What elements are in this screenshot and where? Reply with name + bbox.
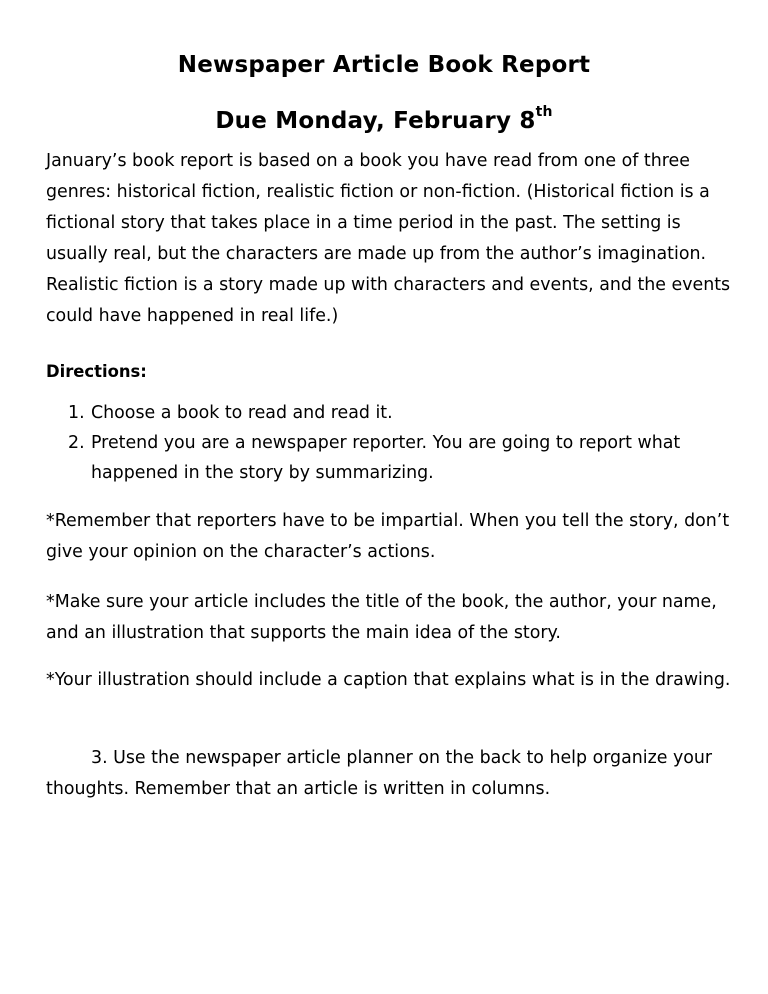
due-date-superscript: th — [535, 104, 553, 121]
list-item — [46, 428, 736, 488]
step-text: Choose a book to read and read it. — [91, 403, 393, 423]
due-date-text: Due Monday, February 8 — [215, 108, 536, 134]
note-article-contents: *Make sure your article includes the title of the book, the author, your name, and an illustration that supports the main idea of the story. — [46, 592, 717, 643]
list-item — [46, 398, 736, 428]
step-number: 2. — [68, 433, 85, 453]
document-title: Newspaper Article Book Report — [177, 52, 591, 78]
directions-heading: Directions: — [46, 362, 147, 381]
step-number: 1. — [68, 403, 85, 423]
step-three-paragraph: 3. Use the newspaper article planner on the back to help organize your thoughts. Remember that an article is written in columns. — [46, 748, 713, 799]
due-date-heading — [0, 106, 768, 136]
note-impartial: *Remember that reporters have to be impartial. When you tell the story, don’t give your opinion on the character’s actions. — [46, 511, 730, 562]
directions-list — [46, 398, 736, 488]
step-text: Pretend you are a newspaper reporter. You are going to report what happened in the story by summarizing. — [91, 433, 681, 483]
intro-paragraph: January’s book report is based on a book you have read from one of three genres: historical fiction, realistic fiction or non-fiction. (Historical fiction is a fictional story that takes place in a time period in the past. The setting is usually real, but the characters are made up from the author’s imagination. Realistic fiction is a story made up with characters and events, and the events could have happened in real life.) — [46, 151, 731, 326]
note-illustration-caption: *Your illustration should include a caption that explains what is in the drawing. — [46, 670, 731, 690]
